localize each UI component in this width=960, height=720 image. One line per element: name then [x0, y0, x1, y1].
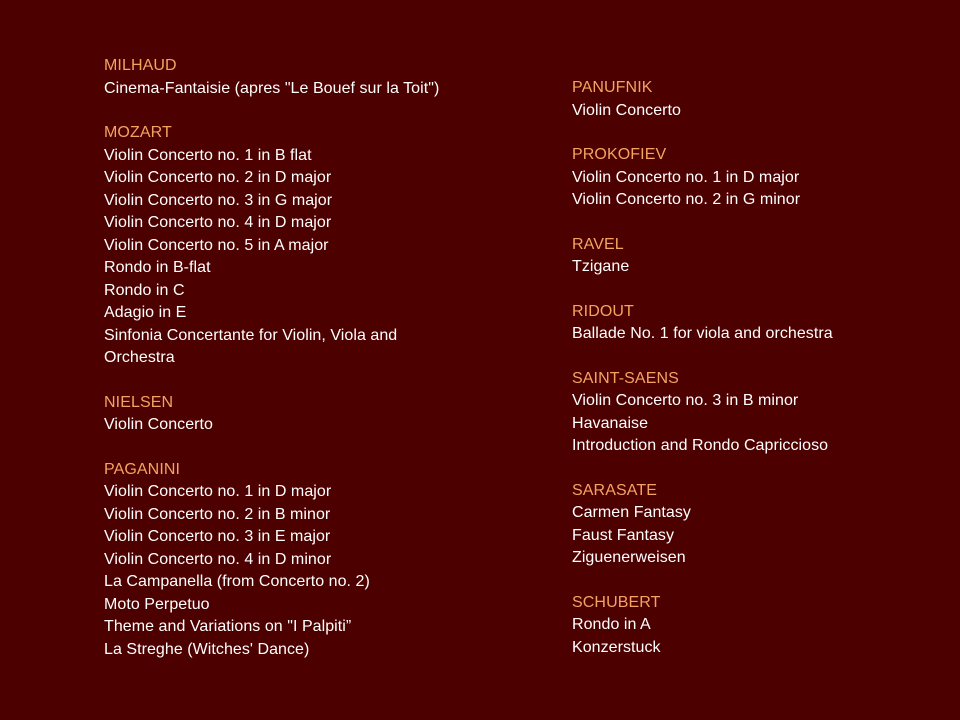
work-title: Violin Concerto no. 2 in G minor	[572, 191, 801, 208]
work-title: Rondo in C	[104, 281, 185, 299]
work-title: Tzigane	[572, 258, 630, 275]
composer-group-sarasate	[572, 480, 942, 570]
composer-group-milhaud	[104, 55, 524, 100]
work-title: Violin Concerto no. 3 in E major	[104, 528, 331, 545]
work-title: Adagio in E	[104, 304, 187, 321]
work-title: Violin Concerto no. 1 in D major	[572, 168, 800, 186]
work-title: Ziguenerweisen	[572, 549, 686, 566]
composer-name: PAGANINI	[104, 460, 181, 478]
work-title: Violin Concerto no. 3 in G major	[104, 191, 333, 209]
composer-group-nielsen	[104, 392, 524, 437]
repertoire-column-left	[104, 55, 524, 661]
work-title: Violin Concerto no. 3 in B minor	[572, 392, 799, 409]
work-title: Ballade No. 1 for viola and orchestra	[572, 325, 833, 342]
work-title: Rondo in B-flat	[104, 259, 211, 276]
work-title: Violin Concerto no. 4 in D minor	[104, 550, 332, 568]
composer-group-panufnik	[572, 77, 942, 122]
work-title: Cinema-Fantaisie (apres "Le Bouef sur la Toit")	[104, 79, 440, 97]
work-title: Sinfonia Concertante for Violin, Viola and Orchestra	[104, 326, 398, 366]
composer-name: RIDOUT	[572, 302, 634, 320]
composer-group-saint-saens	[572, 368, 942, 458]
composer-name: MOZART	[104, 124, 172, 141]
composer-name: SAINT-SAENS	[572, 369, 679, 387]
work-title: Rondo in A	[572, 616, 651, 633]
work-title: Faust Fantasy	[572, 526, 675, 544]
composer-group-paganini	[104, 459, 524, 662]
work-title: Theme and Variations on "I Palpiti”	[104, 618, 352, 635]
composer-group-prokofiev	[572, 144, 942, 212]
work-title: Violin Concerto no. 2 in B minor	[104, 505, 331, 523]
composer-name: MILHAUD	[104, 57, 177, 74]
work-title: Havanaise	[572, 414, 649, 432]
work-title: Moto Perpetuo	[104, 595, 210, 613]
composer-group-schubert	[572, 592, 942, 660]
work-title: Violin Concerto	[572, 101, 681, 119]
composer-name: NIELSEN	[104, 393, 174, 411]
work-title: Violin Concerto no. 2 in D major	[104, 169, 332, 186]
composer-name: SCHUBERT	[572, 593, 661, 611]
composer-name: SARASATE	[572, 481, 657, 499]
repertoire-column-right	[572, 77, 942, 659]
composer-group-ridout	[572, 301, 942, 346]
work-title: Konzerstuck	[572, 638, 661, 656]
composer-group-mozart	[104, 122, 524, 370]
work-title: Violin Concerto	[104, 416, 213, 433]
composer-name: RAVEL	[572, 235, 624, 253]
composer-name: PROKOFIEV	[572, 146, 667, 163]
work-title: Violin Concerto no. 1 in B flat	[104, 146, 312, 164]
work-title: La Streghe (Witches' Dance)	[104, 640, 310, 658]
work-title: La Campanella (from Concerto no. 2)	[104, 573, 370, 590]
work-title: Carmen Fantasy	[572, 504, 691, 521]
work-title: Introduction and Rondo Capriccioso	[572, 437, 829, 454]
work-title: Violin Concerto no. 1 in D major	[104, 483, 332, 500]
work-title: Violin Concerto no. 5 in A major	[104, 236, 329, 254]
composer-name: PANUFNIK	[572, 79, 653, 96]
work-title: Violin Concerto no. 4 in D major	[104, 214, 332, 231]
composer-group-ravel	[572, 234, 942, 279]
